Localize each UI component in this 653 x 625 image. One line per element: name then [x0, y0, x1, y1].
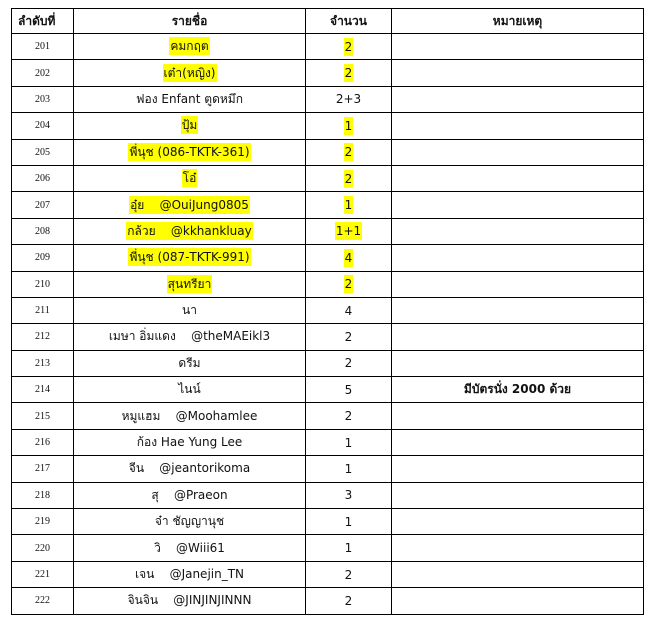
quantity-text: 2: [344, 329, 353, 344]
name-text: สุ @Praeon: [151, 487, 228, 502]
name-text: ดรีม: [178, 355, 201, 370]
note-cell: [392, 34, 644, 60]
header-name: รายชื่อ: [74, 9, 306, 34]
name-text: หมูแฮม @Moohamlee: [121, 408, 258, 423]
quantity-cell: [306, 535, 392, 561]
note-cell: [392, 535, 644, 561]
quantity-cell: [306, 139, 392, 165]
table-row: [12, 535, 644, 561]
table-row: [12, 86, 644, 112]
header-row: [12, 9, 644, 34]
header-no: ลำดับที่: [12, 9, 74, 34]
quantity-text: 1+1: [335, 224, 362, 239]
note-cell: [392, 561, 644, 587]
row-number: 215: [12, 403, 74, 429]
quantity-text: 2: [344, 409, 353, 424]
name-text: คมกฤต: [170, 39, 209, 54]
note-cell: [392, 271, 644, 297]
quantity-cell: [306, 350, 392, 376]
table-row: [12, 324, 644, 350]
name-cell: [74, 429, 306, 455]
row-number: 201: [12, 34, 74, 60]
name-list-table: [11, 8, 644, 615]
table-body: [12, 34, 644, 615]
header-qty: จำนวน: [306, 9, 392, 34]
name-cell: [74, 350, 306, 376]
note-cell: [392, 218, 644, 244]
quantity-cell: [306, 218, 392, 244]
table-row: [12, 34, 644, 60]
table-row: [12, 456, 644, 482]
quantity-text: 5: [344, 382, 353, 397]
name-cell: [74, 192, 306, 218]
note-cell: [392, 403, 644, 429]
quantity-text: 4: [344, 250, 353, 265]
table-row: [12, 192, 644, 218]
name-cell: [74, 218, 306, 244]
name-text: เจน @Janejin_TN: [134, 567, 245, 581]
quantity-cell: [306, 377, 392, 403]
row-number: 204: [12, 113, 74, 139]
note-cell: มีบัตรนั่ง 2000 ด้วย: [392, 377, 644, 403]
name-cell: [74, 403, 306, 429]
quantity-text: 2: [344, 66, 353, 81]
name-text: สุนทรียา: [167, 276, 212, 291]
row-number: 203: [12, 86, 74, 112]
name-text: จีน @jeantorikoma: [128, 461, 251, 476]
quantity-cell: [306, 588, 392, 614]
row-number: 202: [12, 60, 74, 86]
name-cell: [74, 139, 306, 165]
name-text: ไนน์: [178, 382, 201, 397]
name-text: เมษา อิ่มแดง @theMAEikl3: [108, 329, 271, 344]
row-number: 214: [12, 377, 74, 403]
name-text: วิ @Wiii61: [154, 540, 225, 555]
document-sheet: [11, 8, 644, 615]
row-number: 219: [12, 509, 74, 535]
name-cell: [74, 377, 306, 403]
quantity-text: 1: [344, 118, 353, 133]
name-cell: [74, 482, 306, 508]
name-cell: [74, 456, 306, 482]
note-cell: [392, 350, 644, 376]
quantity-text: 1: [344, 514, 353, 529]
name-cell: [74, 86, 306, 112]
quantity-cell: [306, 429, 392, 455]
table-header: [12, 9, 644, 34]
name-text: เต๋า(หญิง): [163, 65, 216, 80]
note-cell: [392, 113, 644, 139]
note-cell: [392, 192, 644, 218]
quantity-cell: [306, 482, 392, 508]
note-cell: [392, 297, 644, 323]
quantity-text: 2: [344, 356, 353, 371]
name-text: ฟอง Enfant ตูดหมึก: [136, 91, 243, 106]
table-row: [12, 139, 644, 165]
row-number: 217: [12, 456, 74, 482]
table-row: [12, 482, 644, 508]
name-cell: [74, 509, 306, 535]
note-cell: [392, 86, 644, 112]
quantity-cell: [306, 509, 392, 535]
row-number: 212: [12, 324, 74, 350]
name-text: ก้อง Hae Yung Lee: [136, 435, 243, 450]
table-row: [12, 245, 644, 271]
quantity-cell: [306, 271, 392, 297]
note-cell: [392, 429, 644, 455]
name-cell: [74, 165, 306, 191]
quantity-text: 1: [344, 461, 353, 476]
name-cell: [74, 297, 306, 323]
quantity-text: 2: [344, 567, 353, 582]
row-number: 213: [12, 350, 74, 376]
table-row: [12, 113, 644, 139]
quantity-text: 2: [344, 277, 353, 292]
table-row: [12, 561, 644, 587]
row-number: 206: [12, 165, 74, 191]
row-number: 205: [12, 139, 74, 165]
quantity-cell: [306, 297, 392, 323]
quantity-cell: [306, 456, 392, 482]
quantity-cell: [306, 561, 392, 587]
note-cell: [392, 588, 644, 614]
row-number: 218: [12, 482, 74, 508]
name-cell: [74, 113, 306, 139]
quantity-text: 1: [344, 541, 353, 556]
quantity-text: 2: [344, 171, 353, 186]
note-cell: [392, 60, 644, 86]
name-cell: [74, 324, 306, 350]
table-row: [12, 429, 644, 455]
name-text: ปุ้ม: [181, 118, 198, 133]
note-cell: [392, 165, 644, 191]
note-cell: [392, 139, 644, 165]
quantity-cell: [306, 34, 392, 60]
table-row: [12, 509, 644, 535]
row-number: 222: [12, 588, 74, 614]
table-row: [12, 165, 644, 191]
name-cell: [74, 535, 306, 561]
header-note: หมายเหตุ: [392, 9, 644, 34]
note-cell: [392, 456, 644, 482]
row-number: 208: [12, 218, 74, 244]
table-row: [12, 297, 644, 323]
quantity-cell: [306, 165, 392, 191]
row-number: 211: [12, 297, 74, 323]
table-row: [12, 377, 644, 403]
quantity-text: 2: [344, 593, 353, 608]
note-cell: [392, 509, 644, 535]
table-row: [12, 218, 644, 244]
name-text: พี่นุช (087-TKTK-991): [129, 250, 250, 265]
row-number: 210: [12, 271, 74, 297]
quantity-cell: [306, 245, 392, 271]
quantity-text: 1: [344, 198, 353, 213]
table-row: [12, 350, 644, 376]
row-number: 209: [12, 245, 74, 271]
name-text: จินจิน @JINJINJINNN: [127, 593, 252, 608]
note-cell: [392, 482, 644, 508]
quantity-text: 2+3: [335, 92, 362, 107]
name-text: จ๋า ชัญญานุช: [154, 514, 225, 529]
table-row: [12, 588, 644, 614]
table-row: [12, 403, 644, 429]
quantity-text: 1: [344, 435, 353, 450]
name-text: กล้วย @kkhankluay: [127, 223, 252, 238]
name-cell: [74, 60, 306, 86]
quantity-text: 3: [344, 488, 353, 503]
table-row: [12, 271, 644, 297]
quantity-cell: [306, 113, 392, 139]
quantity-cell: [306, 86, 392, 112]
name-text: โอ๋: [182, 171, 197, 186]
quantity-cell: [306, 60, 392, 86]
name-cell: [74, 34, 306, 60]
quantity-text: 2: [344, 39, 353, 54]
name-cell: [74, 588, 306, 614]
name-cell: [74, 271, 306, 297]
quantity-text: 2: [344, 145, 353, 160]
table-row: [12, 60, 644, 86]
name-text: นา: [182, 303, 197, 318]
quantity-cell: [306, 403, 392, 429]
row-number: 221: [12, 561, 74, 587]
name-cell: [74, 245, 306, 271]
row-number: 207: [12, 192, 74, 218]
row-number: 220: [12, 535, 74, 561]
name-cell: [74, 561, 306, 587]
quantity-text: 4: [344, 303, 353, 318]
name-text: อุ๋ย @OuiJung0805: [130, 197, 249, 212]
note-cell: [392, 245, 644, 271]
note-cell: [392, 324, 644, 350]
quantity-cell: [306, 324, 392, 350]
row-number: 216: [12, 429, 74, 455]
name-text: พี่นุช (086-TKTK-361): [129, 144, 250, 159]
quantity-cell: [306, 192, 392, 218]
